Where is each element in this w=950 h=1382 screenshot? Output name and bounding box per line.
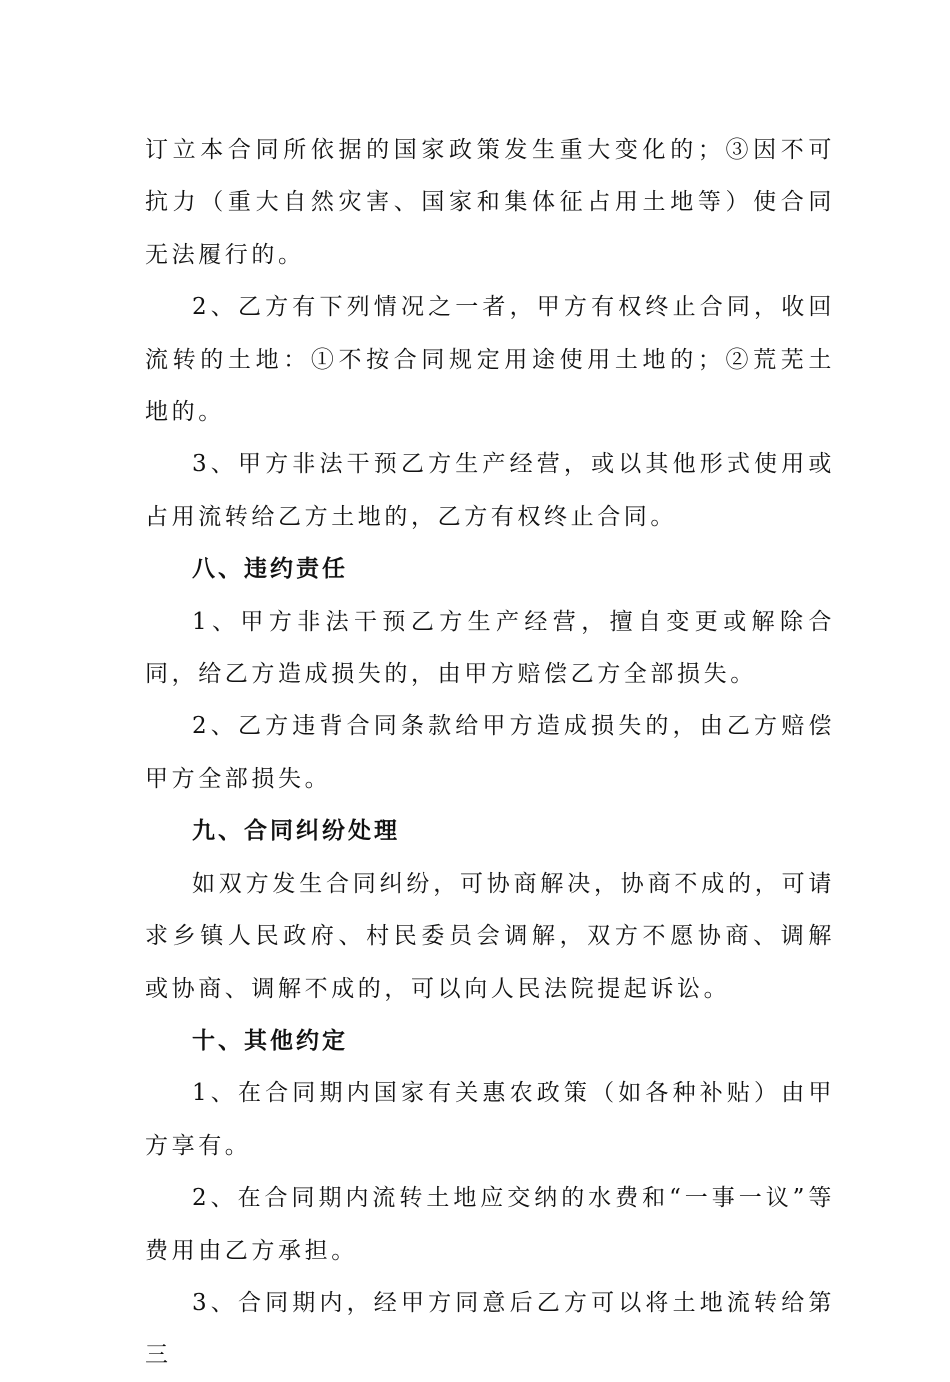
paragraph-clause-10-1: 1、在合同期内国家有关惠农政策（如各种补贴）由甲方享有。 xyxy=(145,1080,835,1159)
paragraph-clause-10-3: 3、合同期内，经甲方同意后乙方可以将土地流转给第三 xyxy=(145,1289,835,1369)
paragraph-clause-10-2: 2、在合同期内流转土地应交纳的水费和“一事一议”等费用由乙方承担。 xyxy=(145,1185,835,1264)
paragraph-clause-8-2: 2、乙方违背合同条款给甲方造成损失的，由乙方赔偿甲方全部损失。 xyxy=(145,713,835,792)
section-heading-dispute-resolution: 九、合同纠纷处理 xyxy=(192,818,400,845)
section-heading-other-agreements: 十、其他约定 xyxy=(192,1027,348,1054)
paragraph-clause-7-3: 3、甲方非法干预乙方生产经营，或以其他形式使用或占用流转给乙方土地的，乙方有权终止合同。 xyxy=(145,451,835,530)
paragraph-clause-7-2: 2、乙方有下列情况之一者，甲方有权终止合同，收回流转的土地：①不按合同规定用途使用土地的；②荒芜土地的。 xyxy=(145,294,835,426)
paragraph-continued: 订立本合同所依据的国家政策发生重大变化的；③因不可抗力（重大自然灾害、国家和集体征占用土地等）使合同无法履行的。 xyxy=(145,137,835,268)
paragraph-clause-8-1: 1、甲方非法干预乙方生产经营，擅自变更或解除合同，给乙方造成损失的，由甲方赔偿乙方全部损失。 xyxy=(145,608,835,688)
document-body xyxy=(145,124,835,1382)
section-heading-breach-liability: 八、违约责任 xyxy=(192,556,348,583)
paragraph-clause-9: 如双方发生合同纠纷，可协商解决，协商不成的，可请求乡镇人民政府、村民委员会调解，双方不愿协商、调解或协商、调解不成的，可以向人民法院提起诉讼。 xyxy=(145,870,835,1002)
